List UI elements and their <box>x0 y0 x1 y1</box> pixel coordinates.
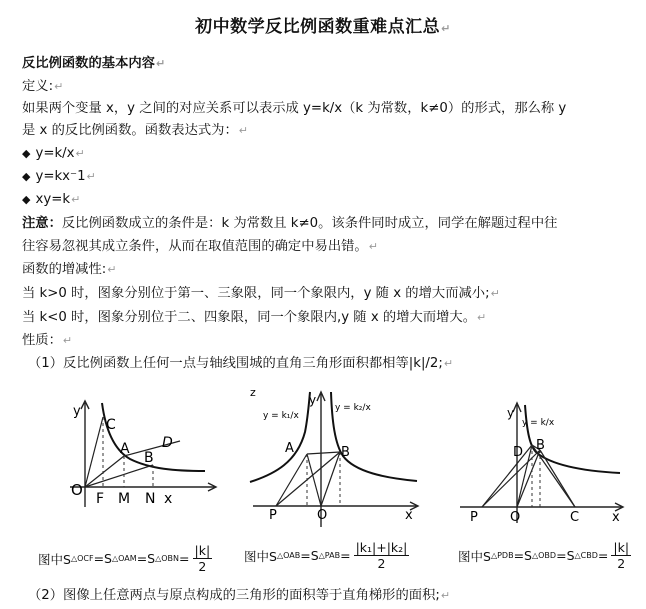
label-f2: y = k₂/x <box>335 403 371 413</box>
property-2: （2）图像上任意两点与原点构成的三角形的面积等于直角梯形的面积;↵ <box>28 588 451 603</box>
label-p: P <box>470 510 478 525</box>
label-o: O <box>317 508 328 523</box>
note-line-1: 注意：反比例函数成立的条件是：k 为常数且 k≠0。该条件同时成立，同学在解题过程中往 <box>22 216 558 231</box>
label-f: F <box>96 491 105 507</box>
label-b: B <box>341 445 350 460</box>
definition-line-2: 是 x 的反比例函数。函数表达式为：↵ <box>22 123 248 138</box>
form-item: ◆ xy=k↵ <box>22 192 81 207</box>
label-f1: y = k₁/x <box>263 411 299 421</box>
label-f: y = k/x <box>522 418 555 428</box>
label-x: x <box>612 510 620 525</box>
definition-label: 定义:↵ <box>22 79 64 94</box>
label-y: y <box>507 406 515 420</box>
property-1: （1）反比例函数上任何一点与轴线围城的直角三角形面积都相等|k|/2;↵ <box>28 356 454 371</box>
definition-line-1: 如果两个变量 x，y 之间的对应关系可以表示成 y=k/x（k 为常数，k≠0）的形式，那么称 y <box>22 101 567 116</box>
label-d: D <box>513 445 524 460</box>
note-line-2: 往容易忽视其成立条件，从而在取值范围的确定中易出错。↵ <box>22 239 378 254</box>
label-a: A <box>120 441 130 457</box>
property-label: 性质：↵ <box>22 333 73 348</box>
label-y: y <box>309 393 317 407</box>
label-p: P <box>269 508 277 523</box>
figure-1-graph <box>40 395 230 515</box>
monotonic-rule-2: 当 k<0 时，图象分别位于二、四象限，同一个象限内,y 随 x 的增大而增大。↵ <box>22 310 487 325</box>
monotonic-rule-1: 当 k>0 时，图象分别位于第一、三象限，同一个象限内，y 随 x 的增大而减小;↵ <box>22 286 500 301</box>
label-b: B <box>536 438 545 453</box>
figure-2-caption: 图中S △OAB =S △PAB = $\frac{\text{|k₁|+|k₂|}}{2}$ <box>244 540 408 571</box>
label-c: C <box>106 417 116 433</box>
monotonic-label: 函数的增减性:↵ <box>22 262 117 277</box>
figure-3-graph <box>452 395 627 530</box>
doc-title: 初中数学反比例函数重难点汇总↵ <box>195 17 451 37</box>
label-n: N <box>145 491 156 507</box>
hyperbola-left <box>250 392 310 482</box>
label-o: O <box>71 481 83 499</box>
form-item: ◆ y=kx⁻1↵ <box>22 169 96 184</box>
label-o: O <box>510 510 521 525</box>
figure-3-caption: 图中S △PDB =S △OBD =S △CBD = $\frac{|k|}{2}$ <box>458 540 630 571</box>
label-top: z <box>250 386 256 399</box>
label-a: A <box>285 441 294 456</box>
label-x: x <box>405 508 413 523</box>
section-heading: 反比例函数的基本内容↵ <box>22 56 166 71</box>
figure-1-caption: 图中S △OCF =S △OAM =S △OBN = $\frac{|k|}{2}$ <box>38 543 211 574</box>
label-b: B <box>144 450 154 466</box>
label-c: C <box>570 510 580 525</box>
label-m: M <box>118 491 131 507</box>
label-d: D <box>162 435 173 451</box>
figure-2-graph <box>245 382 425 532</box>
label-x: x <box>164 491 173 507</box>
form-item: ◆ y=k/x↵ <box>22 146 85 161</box>
label-y: y <box>73 404 81 419</box>
